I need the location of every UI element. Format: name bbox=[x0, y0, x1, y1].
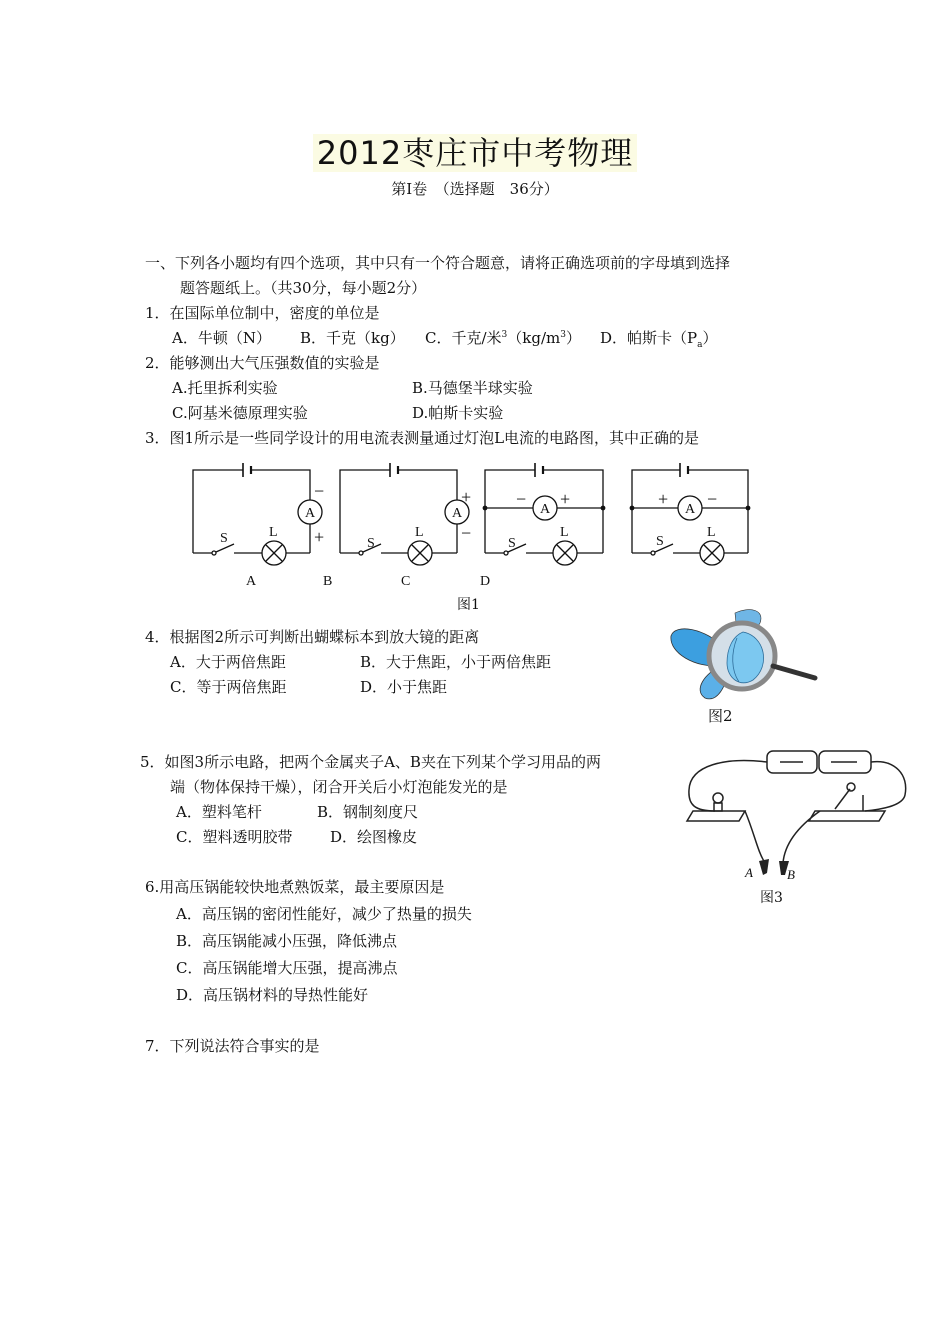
q5-option-d: D．绘图橡皮 bbox=[330, 828, 418, 846]
figure-2-butterfly-magnifier bbox=[665, 608, 820, 703]
q6-stem: 6.用高压锅能较快地煮熟饭菜，最主要原因是 bbox=[145, 878, 445, 896]
q4-option-c: C．等于两倍焦距 bbox=[170, 678, 287, 696]
circuit-label-d: D bbox=[480, 574, 491, 589]
polarity-c-minus: − bbox=[516, 489, 527, 509]
q2-option-c: C.阿基米德原理实验 bbox=[172, 404, 308, 422]
circuit-label-a: A bbox=[246, 574, 257, 589]
figure-1-circuits bbox=[180, 455, 770, 590]
q5-option-c: C．塑料透明胶带 bbox=[176, 828, 293, 846]
page-title: 2012枣庄市中考物理 bbox=[0, 128, 950, 174]
switch-d-label: S bbox=[656, 534, 664, 549]
q4-stem: 4．根据图2所示可判断出蝴蝶标本到放大镜的距离 bbox=[145, 628, 480, 646]
section-instruction-line2: 题答题纸上。（共30分，每小题2分） bbox=[180, 279, 427, 297]
clip-a-label: A bbox=[745, 865, 753, 880]
q1-option-a: A．牛顿（N） bbox=[172, 329, 271, 347]
switch-b-label: S bbox=[367, 536, 375, 551]
polarity-a-plus: + bbox=[314, 527, 325, 547]
figure-3-caption: 图3 bbox=[760, 890, 783, 906]
lamp-d-label: L bbox=[707, 525, 716, 540]
polarity-d-plus: + bbox=[658, 489, 669, 509]
q2-option-d: D.帕斯卡实验 bbox=[412, 404, 504, 422]
switch-a-label: S bbox=[220, 531, 228, 546]
page-subtitle: 第Ⅰ卷 （选择题 36分） bbox=[391, 180, 559, 198]
lamp-a-label: L bbox=[269, 525, 278, 540]
ammeter-c-label: A bbox=[540, 502, 551, 517]
lamp-b-label: L bbox=[415, 525, 424, 540]
q5-option-b: B．钢制刻度尺 bbox=[317, 803, 419, 821]
section-instruction-line1: 一、下列各小题均有四个选项，其中只有一个符合题意，请将正确选项前的字母填到选择 bbox=[145, 254, 731, 272]
q6-option-b: B．高压锅能减小压强，降低沸点 bbox=[176, 932, 398, 950]
switch-c-label: S bbox=[508, 536, 516, 551]
polarity-d-minus: − bbox=[707, 489, 718, 509]
polarity-a-minus: − bbox=[314, 481, 325, 501]
figure-3-circuit-setup bbox=[685, 745, 915, 885]
q5-option-a: A．塑料笔杆 bbox=[176, 803, 262, 821]
q4-option-a: A．大于两倍焦距 bbox=[170, 653, 286, 671]
polarity-c-plus: + bbox=[560, 489, 571, 509]
q1-option-b: B．千克（kg） bbox=[300, 329, 405, 347]
ammeter-a-label: A bbox=[305, 506, 316, 521]
q5-stem-line1: 5．如图3所示电路，把两个金属夹子A、B夹在下列某个学习用品的两 bbox=[140, 753, 601, 771]
q4-option-d: D．小于焦距 bbox=[360, 678, 448, 696]
q2-stem: 2．能够测出大气压强数值的实验是 bbox=[145, 354, 380, 372]
q1-option-d: D．帕斯卡$(P_a)$ bbox=[600, 329, 718, 350]
q2-option-a: A.托里拆利实验 bbox=[172, 379, 278, 397]
q1-option-c: C．千克/米$^3(kg/m^3)$ bbox=[425, 329, 581, 347]
q4-option-b: B．大于焦距，小于两倍焦距 bbox=[360, 653, 552, 671]
lamp-c-label: L bbox=[560, 525, 569, 540]
q6-option-d: D．高压锅材料的导热性能好 bbox=[176, 986, 369, 1004]
q3-stem: 3．图1所示是一些同学设计的用电流表测量通过灯泡L电流的电路图，其中正确的是 bbox=[145, 429, 700, 447]
q5-stem-line2: 端（物体保持干燥），闭合开关后小灯泡能发光的是 bbox=[170, 778, 508, 796]
polarity-b-plus: + bbox=[461, 487, 472, 507]
circuit-label-c: C bbox=[401, 574, 411, 589]
polarity-b-minus: − bbox=[461, 523, 472, 543]
figure-1-caption: 图1 bbox=[457, 597, 480, 613]
q2-option-b: B.马德堡半球实验 bbox=[412, 379, 533, 397]
figure-2-caption: 图2 bbox=[708, 707, 733, 725]
q6-option-a: A．高压锅的密闭性能好，减少了热量的损失 bbox=[176, 905, 472, 923]
clip-b-label: B bbox=[787, 867, 795, 882]
q7-stem: 7．下列说法符合事实的是 bbox=[145, 1037, 320, 1055]
ammeter-b-label: A bbox=[452, 506, 463, 521]
circuit-label-b: B bbox=[323, 574, 333, 589]
q1-stem: 1．在国际单位制中，密度的单位是 bbox=[145, 304, 380, 322]
ammeter-d-label: A bbox=[685, 502, 696, 517]
q6-option-c: C．高压锅能增大压强，提高沸点 bbox=[176, 959, 398, 977]
